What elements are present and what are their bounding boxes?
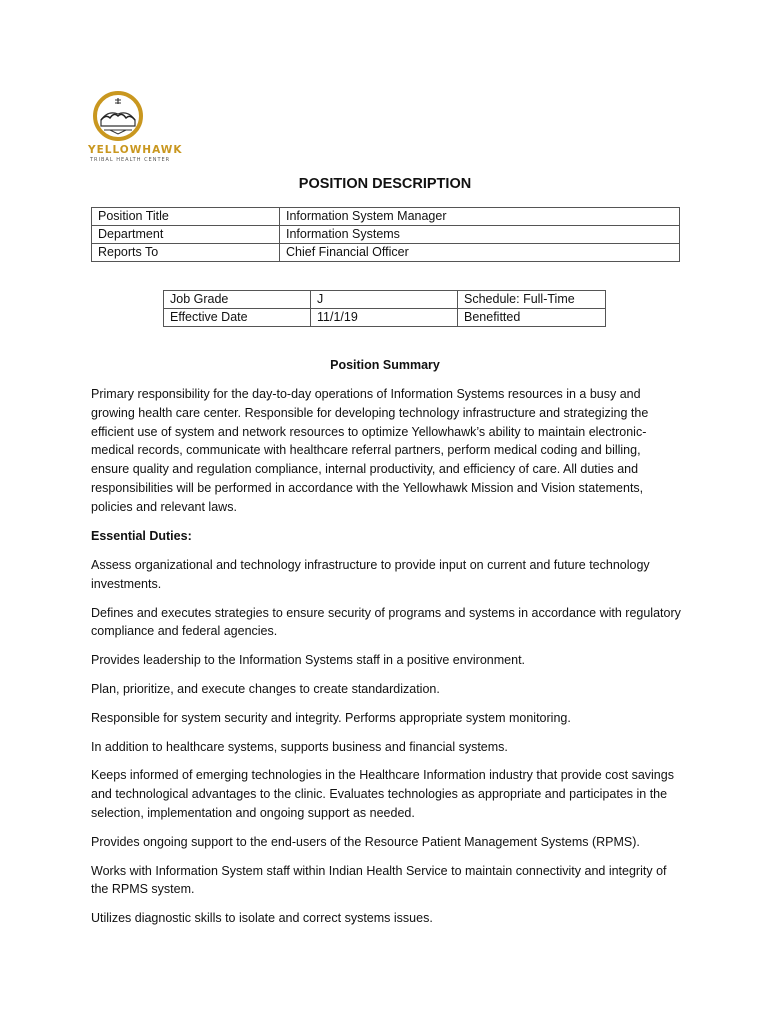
hawk-emblem-icon: [88, 90, 158, 144]
duties-list: [91, 556, 681, 938]
reports-to-value: Chief Financial Officer: [280, 244, 680, 262]
table-row: [164, 309, 606, 327]
schedule-value: Schedule: Full-Time: [458, 291, 606, 309]
duty-item: In addition to healthcare systems, supports business and financial systems.: [91, 739, 508, 754]
duties-heading: Essential Duties:: [91, 529, 192, 543]
document-title: POSITION DESCRIPTION: [298, 176, 472, 192]
duty-item: Defines and executes strategies to ensure security of programs and systems in accordance with regulatory compliance and federal agencies.: [91, 605, 681, 639]
duty-item: Plan, prioritize, and execute changes to create standardization.: [91, 681, 440, 696]
benefits-value: Benefitted: [458, 309, 606, 327]
department-value: Information Systems: [280, 226, 680, 244]
job-grade-label: Job Grade: [164, 291, 311, 309]
effective-date-value: 11/1/19: [311, 309, 458, 327]
duty-item: Responsible for system security and integrity. Performs appropriate system monitoring.: [91, 710, 571, 725]
table-row: [92, 208, 680, 226]
position-info-table: [91, 207, 680, 262]
duty-item: Provides ongoing support to the end-users of the Resource Patient Management Systems (RPMS).: [91, 834, 640, 849]
duty-item: Works with Information System staff within Indian Health Service to maintain connectivity and integrity of the RPMS system.: [91, 863, 667, 897]
logo-name: YELLOWHAWK: [88, 144, 183, 156]
department-label: Department: [92, 226, 280, 244]
job-grade-value: J: [311, 291, 458, 309]
table-row: [164, 291, 606, 309]
summary-paragraph: Primary responsibility for the day-to-day operations of Information Systems resources in a busy and growing health care center. Responsible for developing technology infrastructure and strategizing the efficient use of system and network resources to optimize Yellowhawk’s ability to maintain electronic-medical records, communicate with healthcare referral partners, perform medical coding and billing, ensure quality and regulation compliance, internal productivity, and efficiency of care. All duties and responsibilities will be performed in accordance with the Yellowhawk Mission and Vision statements, policies and relevant laws.: [91, 387, 649, 514]
summary-heading: Position Summary: [330, 358, 440, 372]
effective-date-label: Effective Date: [164, 309, 311, 327]
grade-info-table: [163, 290, 606, 327]
reports-to-label: Reports To: [92, 244, 280, 262]
duty-item: Provides leadership to the Information Systems staff in a positive environment.: [91, 653, 526, 668]
table-row: [92, 244, 680, 262]
position-title-value: Information System Manager: [280, 208, 680, 226]
logo-subtitle: TRIBAL HEALTH CENTER: [90, 157, 171, 163]
duty-item: Utilizes diagnostic skills to isolate and correct systems issues.: [91, 911, 433, 926]
table-row: [92, 226, 680, 244]
duty-item: Assess organizational and technology infrastructure to provide input on current and future technology investments.: [91, 558, 650, 591]
yellowhawk-logo: [88, 90, 183, 163]
duty-item: Keeps informed of emerging technologies in the Healthcare Information industry that provide cost savings and technological advantages to the clinic. Evaluates technologies as appropriate and participates in the selection, implementation and ongoing support as needed.: [91, 768, 674, 820]
position-title-label: Position Title: [92, 208, 280, 226]
